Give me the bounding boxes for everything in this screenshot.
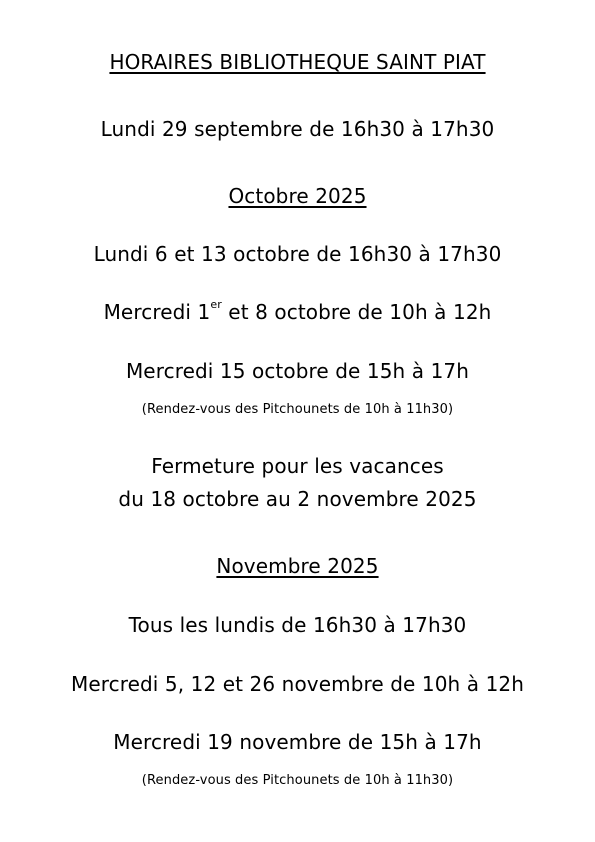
november-heading-text: Novembre 2025 xyxy=(216,554,379,578)
october-line-2-suffix: et 8 octobre de 10h à 12h xyxy=(221,300,492,324)
september-line-1: Lundi 29 septembre de 16h30 à 17h30 xyxy=(100,117,495,141)
october-note: (Rendez-vous des Pitchounets de 10h à 11h30) xyxy=(141,402,454,417)
november-line-1: Tous les lundis de 16h30 à 17h30 xyxy=(128,613,467,637)
november-line-2: Mercredi 5, 12 et 26 novembre de 10h à 12h xyxy=(70,672,525,696)
october-line-2-superscript: er xyxy=(210,298,222,311)
october-line-1: Lundi 6 et 13 octobre de 16h30 à 17h30 xyxy=(93,242,502,266)
closure-line-2: du 18 octobre au 2 novembre 2025 xyxy=(118,487,477,511)
november-note: (Rendez-vous des Pitchounets de 10h à 11h30) xyxy=(141,773,454,788)
october-line-2-prefix: Mercredi 1 xyxy=(103,300,211,324)
october-heading-text: Octobre 2025 xyxy=(228,184,367,208)
page-title: HORAIRES BIBLIOTHEQUE SAINT PIAT xyxy=(109,50,486,74)
october-line-2 xyxy=(0,298,595,324)
november-heading xyxy=(0,556,595,576)
november-line-3: Mercredi 19 novembre de 15h à 17h xyxy=(113,730,482,754)
october-line-3: Mercredi 15 octobre de 15h à 17h xyxy=(125,359,470,383)
closure-line-1: Fermeture pour les vacances xyxy=(151,454,444,478)
october-heading xyxy=(0,186,595,206)
